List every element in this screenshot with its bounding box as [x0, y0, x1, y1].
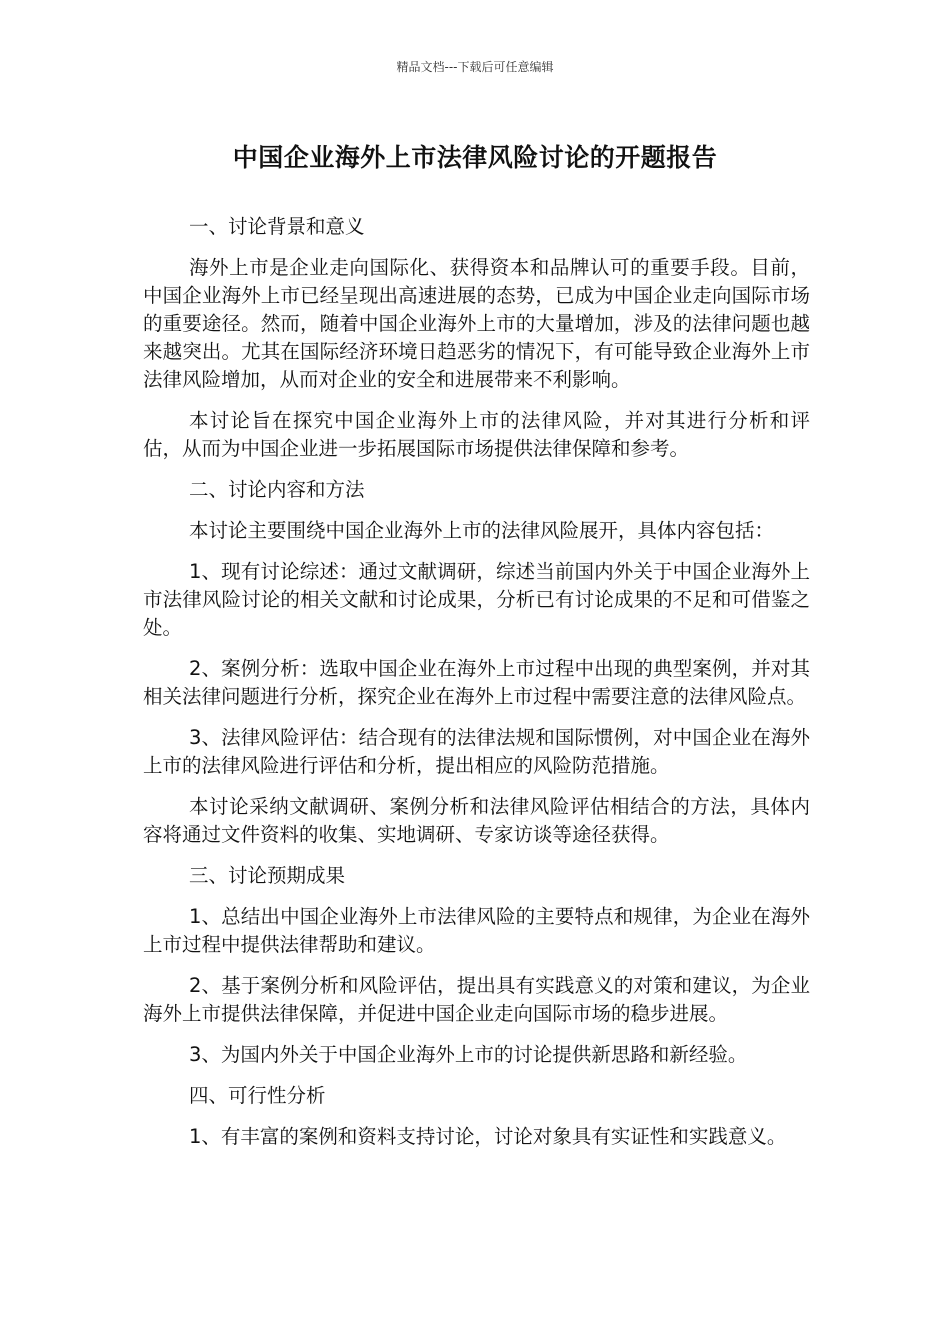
paragraph-methods: 本讨论采纳文献调研、案例分析和法律风险评估相结合的方法，具体内容将通过文件资料的收集、实地调研、专家访谈等途径获得。 — [143, 795, 810, 846]
list-item-feasibility-1: 1、有丰富的案例和资料支持讨论，讨论对象具有实证性和实践意义。 — [189, 1125, 787, 1148]
list-item-expected-3: 3、为国内外关于中国企业海外上市的讨论提供新思路和新经验。 — [189, 1043, 748, 1066]
paragraph-background: 海外上市是企业走向国际化、获得资本和品牌认可的重要手段。目前，中国企业海外上市已经呈现出高速进展的态势，已成为中国企业走向国际市场的重要途径。然而，随着中国企业海外上市的大量增加，涉及的法律问题也越来越突出。尤其在国际经济环境日趋恶劣的情况下，有可能导致企业海外上市法律风险增加，从而对企业的安全和进展带来不利影响。 — [143, 256, 810, 391]
list-item-expected-2: 2、基于案例分析和风险评估，提出具有实践意义的对策和建议，为企业海外上市提供法律保障，并促进中国企业走向国际市场的稳步进展。 — [143, 974, 810, 1025]
paragraph-purpose: 本讨论旨在探究中国企业海外上市的法律风险，并对其进行分析和评估，从而为中国企业进一步拓展国际市场提供法律保障和参考。 — [143, 409, 810, 460]
section-heading-1: 一、讨论背景和意义 — [189, 215, 365, 238]
paragraph-content-intro: 本讨论主要围绕中国企业海外上市的法律风险展开，具体内容包括： — [189, 519, 775, 542]
list-item-literature-review: 1、现有讨论综述：通过文献调研，综述当前国内外关于中国企业海外上市法律风险讨论的相关文献和讨论成果，分析已有讨论成果的不足和可借鉴之处。 — [143, 560, 810, 639]
header-note: 精品文档---下载后可任意编辑 — [396, 60, 554, 74]
section-heading-3: 三、讨论预期成果 — [189, 864, 346, 887]
section-heading-4: 四、可行性分析 — [189, 1084, 326, 1107]
document-title: 中国企业海外上市法律风险讨论的开题报告 — [232, 143, 718, 172]
list-item-case-analysis: 2、案例分析：选取中国企业在海外上市过程中出现的典型案例，并对其相关法律问题进行分析，探究企业在海外上市过程中需要注意的法律风险点。 — [143, 657, 810, 708]
list-item-risk-assessment: 3、法律风险评估：结合现有的法律法规和国际惯例，对中国企业在海外上市的法律风险进行评估和分析，提出相应的风险防范措施。 — [143, 726, 810, 777]
list-item-expected-1: 1、总结出中国企业海外上市法律风险的主要特点和规律，为企业在海外上市过程中提供法律帮助和建议。 — [143, 905, 810, 956]
document-body — [143, 213, 810, 1164]
section-heading-2: 二、讨论内容和方法 — [189, 478, 365, 501]
